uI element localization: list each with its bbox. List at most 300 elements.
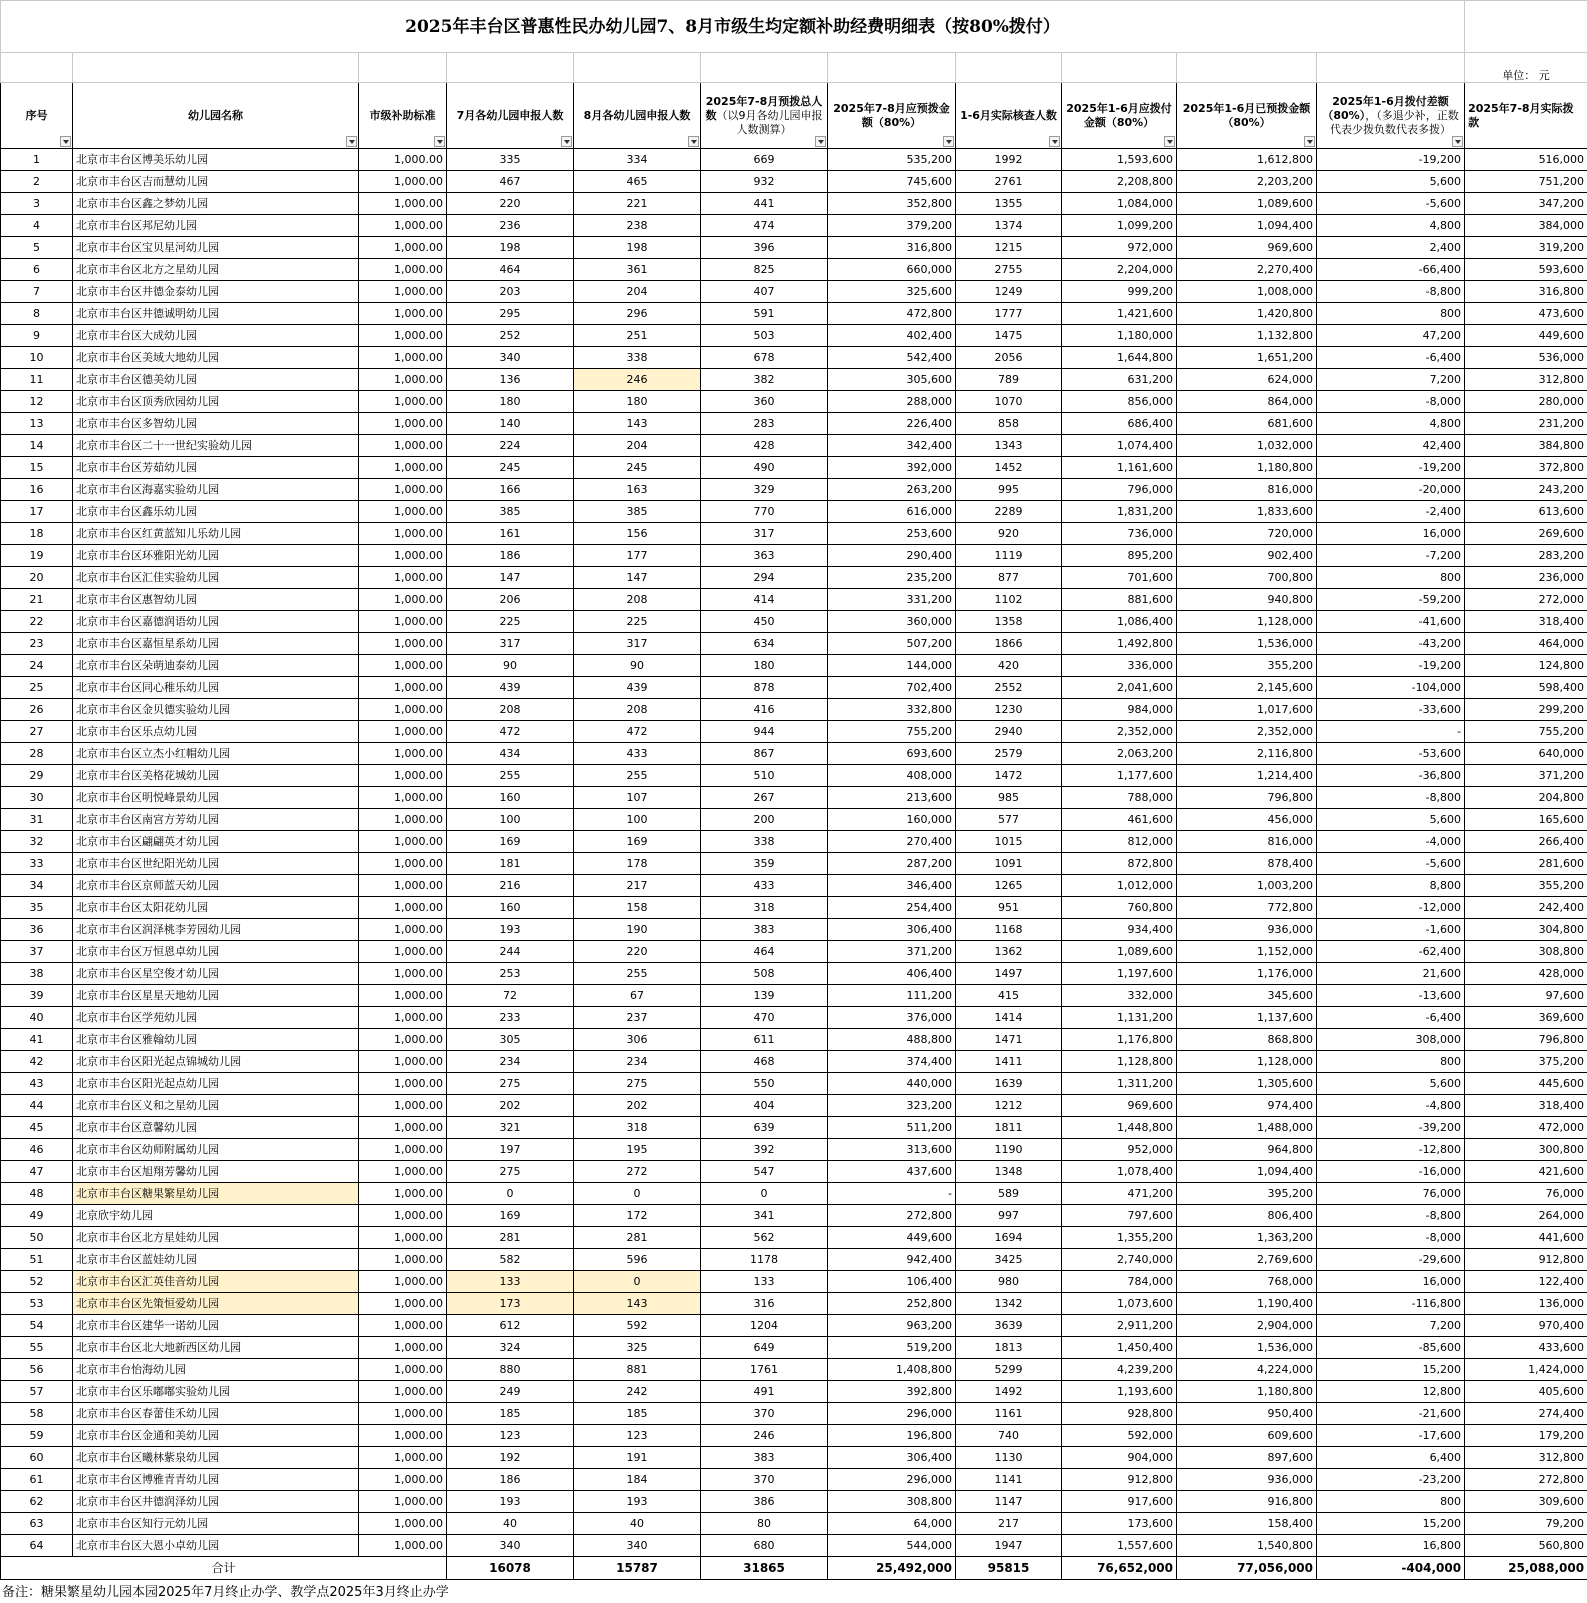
cell-actual-count[interactable]: 1119	[956, 545, 1062, 567]
cell-due[interactable]: 1,161,600	[1062, 457, 1177, 479]
cell-final[interactable]: 598,400	[1465, 677, 1587, 699]
cell-prepay[interactable]: 111,200	[828, 985, 956, 1007]
cell-no[interactable]: 1	[1, 149, 73, 171]
cell-total-count[interactable]: 634	[701, 633, 828, 655]
cell-total-count[interactable]: 139	[701, 985, 828, 1007]
cell-paid[interactable]: 772,800	[1177, 897, 1317, 919]
cell-july[interactable]: 464	[447, 259, 574, 281]
cell-prepay[interactable]: 305,600	[828, 369, 956, 391]
cell-paid[interactable]: 1,176,000	[1177, 963, 1317, 985]
cell-no[interactable]: 28	[1, 743, 73, 765]
cell-standard[interactable]: 1,000.00	[359, 1095, 447, 1117]
cell-standard[interactable]: 1,000.00	[359, 1447, 447, 1469]
cell-diff[interactable]: -104,000	[1317, 677, 1465, 699]
cell-paid[interactable]: 868,800	[1177, 1029, 1317, 1051]
cell-diff[interactable]: 4,800	[1317, 215, 1465, 237]
cell-prepay[interactable]: 440,000	[828, 1073, 956, 1095]
cell-actual-count[interactable]: 5299	[956, 1359, 1062, 1381]
cell-name[interactable]: 北京市丰台区星星天地幼儿园	[73, 985, 359, 1007]
cell-diff[interactable]: 7,200	[1317, 369, 1465, 391]
cell-august[interactable]: 143	[574, 1293, 701, 1315]
cell-due[interactable]: 471,200	[1062, 1183, 1177, 1205]
cell-name[interactable]: 北京市丰台区鑫之梦幼儿园	[73, 193, 359, 215]
cell-due[interactable]: 952,000	[1062, 1139, 1177, 1161]
cell-august[interactable]: 204	[574, 435, 701, 457]
cell-total-count[interactable]: 932	[701, 171, 828, 193]
cell-due[interactable]: 1,593,600	[1062, 149, 1177, 171]
cell-actual-count[interactable]: 1411	[956, 1051, 1062, 1073]
cell-no[interactable]: 57	[1, 1381, 73, 1403]
cell-july[interactable]: 40	[447, 1513, 574, 1535]
cell-prepay[interactable]: 437,600	[828, 1161, 956, 1183]
cell-august[interactable]: 325	[574, 1337, 701, 1359]
cell-july[interactable]: 192	[447, 1447, 574, 1469]
cell-final[interactable]: 384,800	[1465, 435, 1587, 457]
cell-no[interactable]: 63	[1, 1513, 73, 1535]
cell-diff[interactable]: -12,000	[1317, 897, 1465, 919]
cell-due[interactable]: 4,239,200	[1062, 1359, 1177, 1381]
cell-july[interactable]: 244	[447, 941, 574, 963]
cell-august[interactable]: 246	[574, 369, 701, 391]
cell-final[interactable]: 124,800	[1465, 655, 1587, 677]
cell-paid[interactable]: 2,904,000	[1177, 1315, 1317, 1337]
cell-prepay[interactable]: 392,800	[828, 1381, 956, 1403]
cell-july[interactable]: 72	[447, 985, 574, 1007]
cell-due[interactable]: 934,400	[1062, 919, 1177, 941]
cell-prepay[interactable]: 144,000	[828, 655, 956, 677]
cell-july[interactable]: 472	[447, 721, 574, 743]
cell-paid[interactable]: 1,612,800	[1177, 149, 1317, 171]
cell-july[interactable]: 140	[447, 413, 574, 435]
cell-total-count[interactable]: 770	[701, 501, 828, 523]
cell-paid[interactable]: 1,094,400	[1177, 215, 1317, 237]
cell-no[interactable]: 16	[1, 479, 73, 501]
cell-paid[interactable]: 969,600	[1177, 237, 1317, 259]
cell-final[interactable]: 231,200	[1465, 413, 1587, 435]
cell-final[interactable]: 308,800	[1465, 941, 1587, 963]
cell-due[interactable]: 1,831,200	[1062, 501, 1177, 523]
cell-prepay[interactable]: 507,200	[828, 633, 956, 655]
cell-prepay[interactable]: 535,200	[828, 149, 956, 171]
cell-name[interactable]: 北京市丰台区金贝德实验幼儿园	[73, 699, 359, 721]
cell-name[interactable]: 北京市丰台区多智幼儿园	[73, 413, 359, 435]
cell-august[interactable]: 242	[574, 1381, 701, 1403]
cell-total-count[interactable]: 878	[701, 677, 828, 699]
cell-standard[interactable]: 1,000.00	[359, 985, 447, 1007]
cell-no[interactable]: 43	[1, 1073, 73, 1095]
cell-final[interactable]: 473,600	[1465, 303, 1587, 325]
cell-actual-count[interactable]: 789	[956, 369, 1062, 391]
cell-july[interactable]: 90	[447, 655, 574, 677]
cell-due[interactable]: 592,000	[1062, 1425, 1177, 1447]
cell-diff[interactable]: 16,000	[1317, 1271, 1465, 1293]
cell-actual-count[interactable]: 985	[956, 787, 1062, 809]
cell-due[interactable]: 881,600	[1062, 589, 1177, 611]
cell-diff[interactable]: 7,200	[1317, 1315, 1465, 1337]
cell-diff[interactable]: 800	[1317, 303, 1465, 325]
cell-july[interactable]: 198	[447, 237, 574, 259]
cell-actual-count[interactable]: 3639	[956, 1315, 1062, 1337]
cell-prepay[interactable]: 323,200	[828, 1095, 956, 1117]
cell-prepay[interactable]: 287,200	[828, 853, 956, 875]
cell-july[interactable]: 166	[447, 479, 574, 501]
cell-july[interactable]: 0	[447, 1183, 574, 1205]
cell-prepay[interactable]: -	[828, 1183, 956, 1205]
cell-paid[interactable]: 158,400	[1177, 1513, 1317, 1535]
cell-total-count[interactable]: 0	[701, 1183, 828, 1205]
cell-july[interactable]: 467	[447, 171, 574, 193]
cell-name[interactable]: 北京市丰台区二十一世纪实验幼儿园	[73, 435, 359, 457]
cell-final[interactable]: 242,400	[1465, 897, 1587, 919]
cell-actual-count[interactable]: 1414	[956, 1007, 1062, 1029]
cell-actual-count[interactable]: 1355	[956, 193, 1062, 215]
cell-standard[interactable]: 1,000.00	[359, 149, 447, 171]
cell-diff[interactable]: 15,200	[1317, 1513, 1465, 1535]
cell-total-count[interactable]: 562	[701, 1227, 828, 1249]
cell-name[interactable]: 北京市丰台区学苑幼儿园	[73, 1007, 359, 1029]
cell-prepay[interactable]: 296,000	[828, 1469, 956, 1491]
cell-standard[interactable]: 1,000.00	[359, 479, 447, 501]
cell-diff[interactable]: 47,200	[1317, 325, 1465, 347]
cell-august[interactable]: 251	[574, 325, 701, 347]
cell-prepay[interactable]: 376,000	[828, 1007, 956, 1029]
cell-final[interactable]: 312,800	[1465, 369, 1587, 391]
total-cell[interactable]: 77,056,000	[1177, 1557, 1317, 1580]
cell-no[interactable]: 52	[1, 1271, 73, 1293]
cell-total-count[interactable]: 283	[701, 413, 828, 435]
cell-standard[interactable]: 1,000.00	[359, 1205, 447, 1227]
cell-paid[interactable]: 964,800	[1177, 1139, 1317, 1161]
cell-actual-count[interactable]: 1168	[956, 919, 1062, 941]
cell-diff[interactable]: 16,800	[1317, 1535, 1465, 1557]
cell-no[interactable]: 19	[1, 545, 73, 567]
cell-august[interactable]: 204	[574, 281, 701, 303]
cell-no[interactable]: 24	[1, 655, 73, 677]
cell-diff[interactable]: -4,000	[1317, 831, 1465, 853]
cell-name[interactable]: 北京市丰台区汇佳实验幼儿园	[73, 567, 359, 589]
cell-diff[interactable]: -59,200	[1317, 589, 1465, 611]
cell-july[interactable]: 324	[447, 1337, 574, 1359]
cell-prepay[interactable]: 544,000	[828, 1535, 956, 1557]
cell-august[interactable]: 317	[574, 633, 701, 655]
cell-july[interactable]: 100	[447, 809, 574, 831]
cell-no[interactable]: 60	[1, 1447, 73, 1469]
cell-name[interactable]: 北京市丰台区义和之星幼儿园	[73, 1095, 359, 1117]
total-cell[interactable]: 76,652,000	[1062, 1557, 1177, 1580]
cell-diff[interactable]: -8,000	[1317, 391, 1465, 413]
cell-july[interactable]: 186	[447, 1469, 574, 1491]
cell-due[interactable]: 1,089,600	[1062, 941, 1177, 963]
cell-standard[interactable]: 1,000.00	[359, 1381, 447, 1403]
cell-july[interactable]: 340	[447, 347, 574, 369]
cell-actual-count[interactable]: 1215	[956, 237, 1062, 259]
cell-august[interactable]: 190	[574, 919, 701, 941]
cell-name[interactable]: 北京市丰台区明悦峰景幼儿园	[73, 787, 359, 809]
cell-july[interactable]: 275	[447, 1161, 574, 1183]
cell-paid[interactable]: 345,600	[1177, 985, 1317, 1007]
cell-actual-count[interactable]: 1777	[956, 303, 1062, 325]
cell-due[interactable]: 1,131,200	[1062, 1007, 1177, 1029]
cell-final[interactable]: 122,400	[1465, 1271, 1587, 1293]
cell-name[interactable]: 北京市丰台区京师蓝天幼儿园	[73, 875, 359, 897]
cell-diff[interactable]: -12,800	[1317, 1139, 1465, 1161]
cell-diff[interactable]: -53,600	[1317, 743, 1465, 765]
cell-actual-count[interactable]: 1866	[956, 633, 1062, 655]
cell-july[interactable]: 385	[447, 501, 574, 523]
cell-paid[interactable]: 1,536,000	[1177, 1337, 1317, 1359]
cell-no[interactable]: 62	[1, 1491, 73, 1513]
cell-july[interactable]: 245	[447, 457, 574, 479]
cell-no[interactable]: 29	[1, 765, 73, 787]
cell-name[interactable]: 北京市丰台区红黄蓝知儿乐幼儿园	[73, 523, 359, 545]
cell-august[interactable]: 234	[574, 1051, 701, 1073]
cell-standard[interactable]: 1,000.00	[359, 435, 447, 457]
cell-diff[interactable]: -16,000	[1317, 1161, 1465, 1183]
cell-name[interactable]: 北京市丰台区惠智幼儿园	[73, 589, 359, 611]
cell-july[interactable]: 180	[447, 391, 574, 413]
cell-total-count[interactable]: 1178	[701, 1249, 828, 1271]
cell-standard[interactable]: 1,000.00	[359, 457, 447, 479]
cell-diff[interactable]: 800	[1317, 1491, 1465, 1513]
cell-actual-count[interactable]: 1265	[956, 875, 1062, 897]
cell-due[interactable]: 928,800	[1062, 1403, 1177, 1425]
cell-name[interactable]: 北京市丰台区邦尼幼儿园	[73, 215, 359, 237]
cell-no[interactable]: 18	[1, 523, 73, 545]
cell-prepay[interactable]: 306,400	[828, 1447, 956, 1469]
total-cell[interactable]: 25,492,000	[828, 1557, 956, 1580]
cell-total-count[interactable]: 360	[701, 391, 828, 413]
cell-august[interactable]: 238	[574, 215, 701, 237]
cell-due[interactable]: 1,078,400	[1062, 1161, 1177, 1183]
cell-final[interactable]: 371,200	[1465, 765, 1587, 787]
cell-standard[interactable]: 1,000.00	[359, 875, 447, 897]
cell-standard[interactable]: 1,000.00	[359, 1491, 447, 1513]
cell-actual-count[interactable]: 1492	[956, 1381, 1062, 1403]
cell-august[interactable]: 225	[574, 611, 701, 633]
cell-prepay[interactable]: 408,000	[828, 765, 956, 787]
cell-final[interactable]: 755,200	[1465, 721, 1587, 743]
total-cell[interactable]: 31865	[701, 1557, 828, 1580]
cell-total-count[interactable]: 1761	[701, 1359, 828, 1381]
cell-standard[interactable]: 1,000.00	[359, 1293, 447, 1315]
cell-prepay[interactable]: 360,000	[828, 611, 956, 633]
cell-due[interactable]: 984,000	[1062, 699, 1177, 721]
cell-name[interactable]: 北京市丰台怡海幼儿园	[73, 1359, 359, 1381]
cell-name[interactable]: 北京市丰台区德美幼儿园	[73, 369, 359, 391]
cell-no[interactable]: 32	[1, 831, 73, 853]
cell-no[interactable]: 14	[1, 435, 73, 457]
cell-due[interactable]: 760,800	[1062, 897, 1177, 919]
cell-name[interactable]: 北京市丰台区阳光起点幼儿园	[73, 1073, 359, 1095]
cell-final[interactable]: 347,200	[1465, 193, 1587, 215]
cell-standard[interactable]: 1,000.00	[359, 809, 447, 831]
cell-standard[interactable]: 1,000.00	[359, 699, 447, 721]
cell-due[interactable]: 856,000	[1062, 391, 1177, 413]
cell-no[interactable]: 21	[1, 589, 73, 611]
cell-prepay[interactable]: 371,200	[828, 941, 956, 963]
cell-paid[interactable]: 796,800	[1177, 787, 1317, 809]
cell-no[interactable]: 13	[1, 413, 73, 435]
cell-paid[interactable]: 1,488,000	[1177, 1117, 1317, 1139]
filter-dropdown-icon[interactable]	[688, 136, 699, 147]
cell-august[interactable]: 90	[574, 655, 701, 677]
cell-standard[interactable]: 1,000.00	[359, 545, 447, 567]
cell-prepay[interactable]: 272,800	[828, 1205, 956, 1227]
cell-due[interactable]: 736,000	[1062, 523, 1177, 545]
cell-diff[interactable]: -8,800	[1317, 281, 1465, 303]
cell-due[interactable]: 872,800	[1062, 853, 1177, 875]
cell-standard[interactable]: 1,000.00	[359, 611, 447, 633]
cell-total-count[interactable]: 382	[701, 369, 828, 391]
cell-final[interactable]: 593,600	[1465, 259, 1587, 281]
cell-diff[interactable]: 4,800	[1317, 413, 1465, 435]
cell-paid[interactable]: 1,420,800	[1177, 303, 1317, 325]
cell-final[interactable]: 179,200	[1465, 1425, 1587, 1447]
cell-july[interactable]: 186	[447, 545, 574, 567]
cell-july[interactable]: 197	[447, 1139, 574, 1161]
cell-total-count[interactable]: 133	[701, 1271, 828, 1293]
cell-due[interactable]: 336,000	[1062, 655, 1177, 677]
cell-no[interactable]: 34	[1, 875, 73, 897]
cell-standard[interactable]: 1,000.00	[359, 413, 447, 435]
cell-prepay[interactable]: 942,400	[828, 1249, 956, 1271]
cell-diff[interactable]: -2,400	[1317, 501, 1465, 523]
cell-name[interactable]: 北京市丰台区星空俊才幼儿园	[73, 963, 359, 985]
cell-total-count[interactable]: 341	[701, 1205, 828, 1227]
filter-dropdown-icon[interactable]	[346, 136, 357, 147]
cell-no[interactable]: 10	[1, 347, 73, 369]
cell-due[interactable]: 1,012,000	[1062, 875, 1177, 897]
cell-name[interactable]: 北京市丰台区立杰小红帽幼儿园	[73, 743, 359, 765]
cell-name[interactable]: 北京市丰台区博美乐幼儿园	[73, 149, 359, 171]
cell-diff[interactable]: -41,600	[1317, 611, 1465, 633]
cell-paid[interactable]: 1,540,800	[1177, 1535, 1317, 1557]
cell-diff[interactable]: 6,400	[1317, 1447, 1465, 1469]
cell-name[interactable]: 北京市丰台区南宫方芳幼儿园	[73, 809, 359, 831]
cell-prepay[interactable]: 406,400	[828, 963, 956, 985]
cell-july[interactable]: 224	[447, 435, 574, 457]
cell-standard[interactable]: 1,000.00	[359, 743, 447, 765]
cell-august[interactable]: 361	[574, 259, 701, 281]
cell-july[interactable]: 582	[447, 1249, 574, 1271]
total-cell[interactable]: 95815	[956, 1557, 1062, 1580]
cell-standard[interactable]: 1,000.00	[359, 941, 447, 963]
cell-total-count[interactable]: 450	[701, 611, 828, 633]
cell-actual-count[interactable]: 1639	[956, 1073, 1062, 1095]
cell-total-count[interactable]: 383	[701, 1447, 828, 1469]
cell-final[interactable]: 428,000	[1465, 963, 1587, 985]
cell-actual-count[interactable]: 577	[956, 809, 1062, 831]
cell-name[interactable]: 北京市丰台区芳茹幼儿园	[73, 457, 359, 479]
cell-diff[interactable]: -7,200	[1317, 545, 1465, 567]
cell-actual-count[interactable]: 1091	[956, 853, 1062, 875]
cell-no[interactable]: 33	[1, 853, 73, 875]
cell-final[interactable]: 274,400	[1465, 1403, 1587, 1425]
cell-final[interactable]: 309,600	[1465, 1491, 1587, 1513]
cell-diff[interactable]: -20,000	[1317, 479, 1465, 501]
cell-actual-count[interactable]: 1694	[956, 1227, 1062, 1249]
cell-actual-count[interactable]: 1130	[956, 1447, 1062, 1469]
cell-no[interactable]: 20	[1, 567, 73, 589]
cell-diff[interactable]: 5,600	[1317, 171, 1465, 193]
cell-paid[interactable]: 355,200	[1177, 655, 1317, 677]
cell-due[interactable]: 2,204,000	[1062, 259, 1177, 281]
cell-paid[interactable]: 1,180,800	[1177, 1381, 1317, 1403]
cell-prepay[interactable]: 290,400	[828, 545, 956, 567]
cell-july[interactable]: 295	[447, 303, 574, 325]
cell-diff[interactable]: 16,000	[1317, 523, 1465, 545]
filter-dropdown-icon[interactable]	[1164, 136, 1175, 147]
cell-no[interactable]: 7	[1, 281, 73, 303]
cell-name[interactable]: 北京市丰台区雅翰幼儿园	[73, 1029, 359, 1051]
cell-name[interactable]: 北京市丰台区翩翩英才幼儿园	[73, 831, 359, 853]
cell-no[interactable]: 53	[1, 1293, 73, 1315]
cell-total-count[interactable]: 491	[701, 1381, 828, 1403]
cell-august[interactable]: 177	[574, 545, 701, 567]
cell-july[interactable]: 181	[447, 853, 574, 875]
cell-paid[interactable]: 940,800	[1177, 589, 1317, 611]
cell-due[interactable]: 895,200	[1062, 545, 1177, 567]
cell-paid[interactable]: 864,000	[1177, 391, 1317, 413]
cell-actual-count[interactable]: 980	[956, 1271, 1062, 1293]
cell-august[interactable]: 881	[574, 1359, 701, 1381]
cell-august[interactable]: 221	[574, 193, 701, 215]
cell-final[interactable]: 384,000	[1465, 215, 1587, 237]
cell-name[interactable]: 北京市丰台区春蕾佳禾幼儿园	[73, 1403, 359, 1425]
cell-due[interactable]: 2,352,000	[1062, 721, 1177, 743]
cell-final[interactable]: 312,800	[1465, 1447, 1587, 1469]
cell-paid[interactable]: 1,128,000	[1177, 611, 1317, 633]
cell-paid[interactable]: 395,200	[1177, 1183, 1317, 1205]
cell-august[interactable]: 306	[574, 1029, 701, 1051]
cell-actual-count[interactable]: 1497	[956, 963, 1062, 985]
cell-total-count[interactable]: 318	[701, 897, 828, 919]
cell-standard[interactable]: 1,000.00	[359, 1469, 447, 1491]
cell-paid[interactable]: 916,800	[1177, 1491, 1317, 1513]
cell-paid[interactable]: 2,116,800	[1177, 743, 1317, 765]
cell-prepay[interactable]: 296,000	[828, 1403, 956, 1425]
cell-total-count[interactable]: 669	[701, 149, 828, 171]
cell-no[interactable]: 22	[1, 611, 73, 633]
cell-diff[interactable]: -23,200	[1317, 1469, 1465, 1491]
total-cell[interactable]: 25,088,000	[1465, 1557, 1587, 1580]
cell-total-count[interactable]: 396	[701, 237, 828, 259]
cell-due[interactable]: 784,000	[1062, 1271, 1177, 1293]
cell-prepay[interactable]: 325,600	[828, 281, 956, 303]
cell-total-count[interactable]: 678	[701, 347, 828, 369]
cell-july[interactable]: 202	[447, 1095, 574, 1117]
cell-total-count[interactable]: 383	[701, 919, 828, 941]
cell-total-count[interactable]: 267	[701, 787, 828, 809]
cell-prepay[interactable]: 542,400	[828, 347, 956, 369]
cell-total-count[interactable]: 407	[701, 281, 828, 303]
cell-name[interactable]: 北京市丰台区北方星娃幼儿园	[73, 1227, 359, 1249]
cell-no[interactable]: 12	[1, 391, 73, 413]
cell-diff[interactable]: -43,200	[1317, 633, 1465, 655]
cell-name[interactable]: 北京市丰台区大恩小卓幼儿园	[73, 1535, 359, 1557]
cell-july[interactable]: 220	[447, 193, 574, 215]
cell-standard[interactable]: 1,000.00	[359, 1425, 447, 1447]
cell-total-count[interactable]: 550	[701, 1073, 828, 1095]
cell-total-count[interactable]: 294	[701, 567, 828, 589]
cell-due[interactable]: 2,740,000	[1062, 1249, 1177, 1271]
cell-total-count[interactable]: 363	[701, 545, 828, 567]
cell-standard[interactable]: 1,000.00	[359, 589, 447, 611]
cell-due[interactable]: 686,400	[1062, 413, 1177, 435]
cell-final[interactable]: 355,200	[1465, 875, 1587, 897]
cell-name[interactable]: 北京市丰台区北大地新西区幼儿园	[73, 1337, 359, 1359]
cell-prepay[interactable]: 488,800	[828, 1029, 956, 1051]
